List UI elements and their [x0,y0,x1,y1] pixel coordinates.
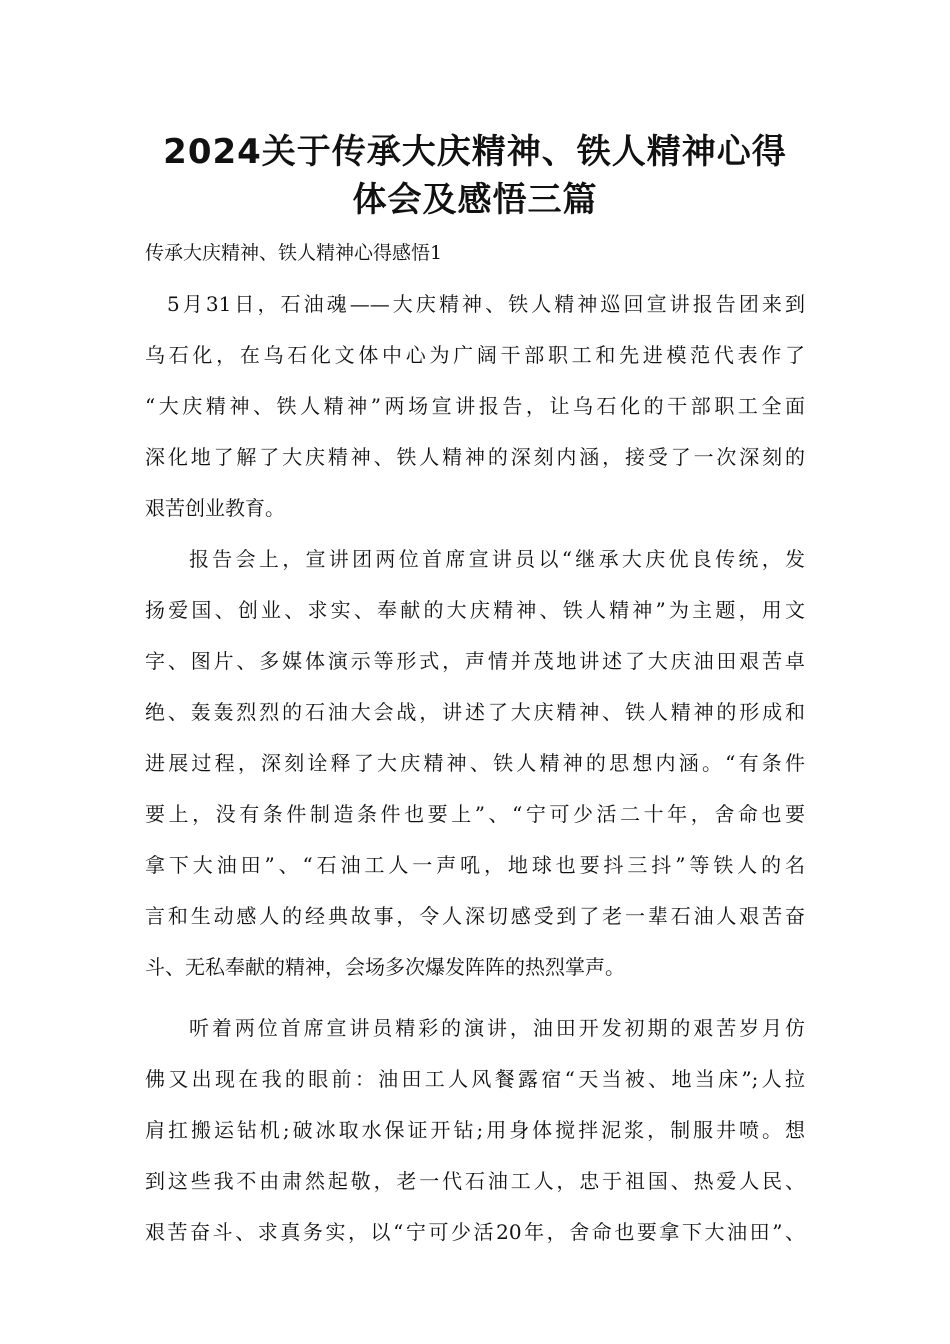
paragraph-line: 到这些我不由肃然起敬，老一代石油工人，忠于祖国、热爱人民、 [145,1169,805,1193]
paragraph-line: 乌石化，在乌石化文体中心为广阔干部职工和先进模范代表作了 [145,343,805,367]
paragraph-line: 拿下大油田”、“石油工人一声吼，地球也要抖三抖”等铁人的名 [145,853,805,877]
title-line-2: 体会及感悟三篇 [352,180,598,220]
paragraph-line: “大庆精神、铁人精神”两场宣讲报告，让乌石化的干部职工全面 [145,394,805,418]
paragraph-line: 字、图片、多媒体演示等形式，声情并茂地讲述了大庆油田艰苦卓 [145,649,805,673]
paragraph-line: 听着两位首席宣讲员精彩的演讲，油田开发初期的艰苦岁月仿 [189,1016,805,1040]
paragraph-line: 肩扛搬运钻机;破冰取水保证开钻;用身体搅拌泥浆，制服井喷。想 [145,1118,805,1142]
paragraph-line: 艰苦奋斗、求真务实，以“宁可少活20年，舍命也要拿下大油田”、 [145,1220,805,1244]
paragraph-line: 要上，没有条件制造条件也要上”、“宁可少活二十年，舍命也要 [145,802,805,826]
title-line-1: 2024关于传承大庆精神、铁人精神心得 [163,132,787,172]
paragraph-line: 绝、轰轰烈烈的石油大会战，讲述了大庆精神、铁人精神的形成和 [145,700,805,724]
paragraph-line: 进展过程，深刻诠释了大庆精神、铁人精神的思想内涵。“有条件 [145,751,805,775]
document-title [100,128,850,224]
section-heading: 传承大庆精神、铁人精神心得感悟1 [145,242,443,264]
paragraph-line: 佛又出现在我的眼前：油田工人风餐露宿“天当被、地当床”;人拉 [145,1067,805,1091]
paragraph-line: 报告会上，宣讲团两位首席宣讲员以“继承大庆优良传统，发 [189,547,805,571]
paragraph-line: 扬爱国、创业、求实、奉献的大庆精神、铁人精神”为主题，用文 [145,598,805,622]
paragraph-line: 5月31日，石油魂——大庆精神、铁人精神巡回宣讲报告团来到 [167,292,805,316]
paragraph-line: 艰苦创业教育。 [145,496,285,520]
paragraph-line: 言和生动感人的经典故事，令人深切感受到了老一辈石油人艰苦奋 [145,904,805,928]
paragraph-line: 斗、无私奉献的精神，会场多次爆发阵阵的热烈掌声。 [145,955,625,979]
paragraph-line: 深化地了解了大庆精神、铁人精神的深刻内涵，接受了一次深刻的 [145,445,805,469]
